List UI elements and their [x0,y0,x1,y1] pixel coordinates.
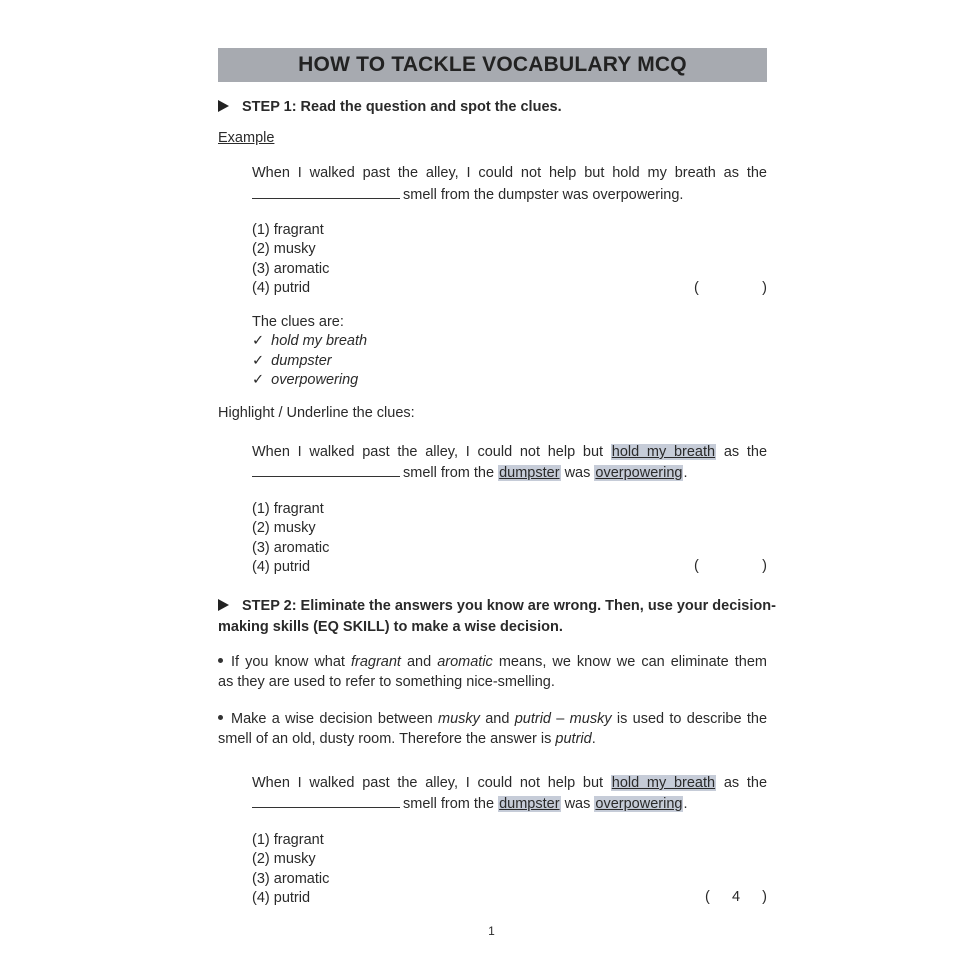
options-list-2 [252,500,329,577]
q2-period: . [683,465,688,481]
question-2-line-1 [252,443,767,462]
highlighted-clue: overpowering [595,465,683,481]
clue-text: overpowering [271,372,359,389]
clue-item [252,352,367,371]
clue-text: hold my breath [271,333,368,350]
q3-text-c: smell from the [403,796,495,812]
clue-item [252,371,367,390]
answer-bracket-2 [694,558,767,574]
page-title: HOW TO TACKLE VOCABULARY MCQ [218,48,767,82]
bracket-open: ( [694,280,699,296]
option-4: (4) putrid [252,558,311,575]
question-3-line-2 [252,793,767,814]
b1-b: fragrant [350,654,401,670]
highlighted-clue: hold my breath [611,775,716,791]
option-3: (3) aromatic [252,870,330,887]
answer-blank [252,462,400,477]
question-1-line-1: When I walked past the alley, I could not help but hold my breath as the [252,165,767,181]
highlighted-clue: dumpster [499,465,560,481]
bullet-dot-icon [218,715,223,720]
option-2: (2) musky [252,241,316,258]
b1-a: If you know what [231,654,345,670]
q3-text-d: was [564,796,591,812]
question-2-line-2 [252,462,767,483]
q2-text-d: was [564,465,591,481]
highlighted-clue: hold my breath [611,444,716,460]
bracket-close: ) [762,889,767,905]
check-icon: ✓ [252,352,265,369]
bracket-close: ) [762,558,767,574]
triangle-bullet-icon [218,599,229,611]
question-1-line-2 [252,184,767,205]
step1-text: STEP 1: Read the question and spot the clues. [242,99,562,115]
answer-value: 4 [731,889,741,905]
highlighted-clue: overpowering [595,796,683,812]
option-2: (2) musky [252,520,316,537]
b2-g: is used to describe the [616,711,768,727]
b2-c: and [485,711,510,727]
option-3: (3) aromatic [252,260,330,277]
b2-d: putrid [514,711,551,727]
b1-e: means, we know we can eliminate them [498,654,767,670]
b1-c: and [406,654,432,670]
page-number: 1 [488,924,495,938]
step1-heading [218,98,562,117]
q3-text-a: When I walked past the alley, I could not help but [252,775,604,791]
bullet-dot-icon [218,658,223,663]
step2-text-1: STEP 2: Eliminate the answers you know are wrong. Then, use your decision- [242,598,776,614]
b2-f: musky [569,711,612,727]
bullet-1-line-2: as they are used to refer to something nice-smelling. [218,674,555,690]
q2-text-c: smell from the [403,465,495,481]
q2-text-b: as the [723,444,768,460]
answer-blank [252,793,400,808]
check-icon: ✓ [252,333,265,350]
highlight-label: Highlight / Underline the clues: [218,405,415,421]
answer-blank [252,184,400,199]
option-1: (1) fragrant [252,501,324,517]
triangle-bullet-icon [218,100,229,112]
option-4: (4) putrid [252,279,311,296]
b2-line2-a: smell of an old, dusty room. Therefore the answer is [218,731,552,747]
option-2: (2) musky [252,851,316,868]
q3-text-b: as the [723,775,768,791]
clue-item [252,332,367,351]
bullet-2-line-2 [218,729,767,749]
bracket-close: ) [762,280,767,296]
options-list-1 [252,221,329,298]
bracket-open: ( [705,889,710,905]
b2-b: musky [438,711,480,727]
answer-bracket-3 [705,889,767,905]
bullet-1-line-1 [218,652,767,672]
option-1: (1) fragrant [252,832,324,848]
option-4: (4) putrid [252,889,311,906]
b2-a: Make a wise decision between [231,711,433,727]
bullet-2-line-1 [218,709,767,729]
question-1-line-2-text: smell from the dumpster was overpowering. [403,187,684,203]
example-label: Example [218,130,275,146]
option-3: (3) aromatic [252,539,330,556]
q2-text-a: When I walked past the alley, I could not help but [252,444,604,460]
answer-bracket-1 [694,280,767,296]
q3-period: . [683,796,688,812]
highlighted-clue: dumpster [499,796,560,812]
b2-line2-b: putrid [555,731,592,747]
step2-heading-line-2: making skills (EQ SKILL) to make a wise decision. [218,619,563,635]
clues-list [252,313,367,391]
bracket-open: ( [694,558,699,574]
b2-e: – [556,711,565,727]
options-list-3 [252,831,329,908]
clues-intro: The clues are: [252,314,344,330]
option-1: (1) fragrant [252,222,324,238]
check-icon: ✓ [252,372,265,389]
b2-line2-c: . [591,731,596,747]
step2-heading-line-1 [218,596,776,616]
b1-d: aromatic [437,654,493,670]
clue-text: dumpster [271,352,332,369]
question-3-line-1 [252,774,767,793]
